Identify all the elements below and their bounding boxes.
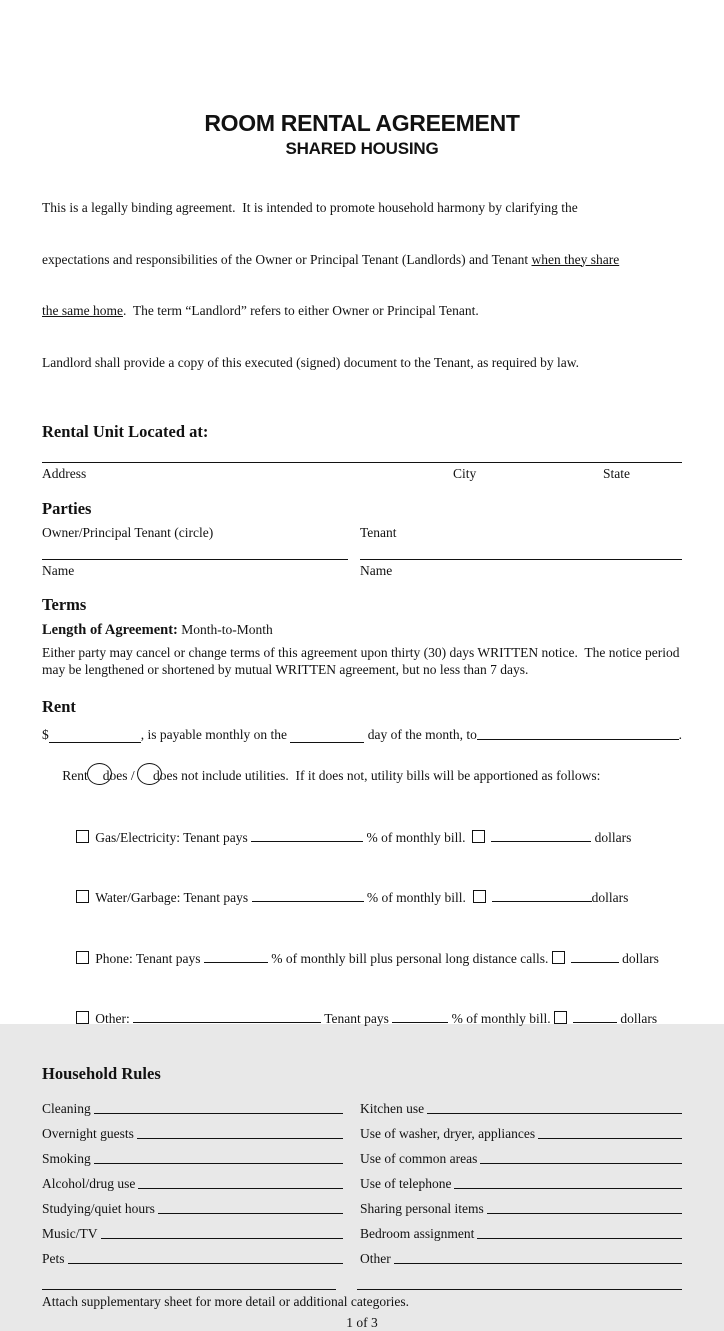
checkbox-icon — [76, 1011, 89, 1024]
intro-line-3 — [42, 302, 682, 320]
rule-row-other — [360, 1242, 682, 1267]
rent-text: . — [678, 727, 682, 742]
rule-blank — [454, 1188, 682, 1189]
rent-text: Rent — [62, 768, 88, 783]
tenant-name-label: Name — [360, 563, 393, 578]
utility-dollars-blank — [573, 1010, 617, 1023]
address-line — [42, 462, 682, 463]
rent-amount-blank — [49, 730, 141, 743]
rule-label: Music/TV — [42, 1226, 98, 1241]
dollar-sign: $ — [42, 727, 49, 742]
doc-subtitle: SHARED HOUSING — [285, 139, 439, 158]
supplementary-lines — [42, 1289, 682, 1290]
section-heading-rent: Rent — [42, 697, 76, 716]
utility-row-phone — [42, 933, 682, 984]
checkbox-icon — [554, 1011, 567, 1024]
checkbox-icon — [472, 830, 485, 843]
rent-amount-line — [42, 726, 682, 743]
utility-text: dollars — [591, 829, 632, 845]
rent-text: , is payable monthly on the — [140, 727, 291, 742]
city-label: City — [453, 466, 477, 481]
utility-label: Water/Garbage: Tenant pays — [95, 890, 252, 905]
intro-text: . The term “Landlord” refers to either Owner or Principal Tenant. — [122, 303, 479, 318]
rule-row-pets — [42, 1242, 343, 1267]
utility-percent-blank — [251, 829, 363, 842]
utility-other-blank — [133, 1010, 321, 1023]
rule-blank — [480, 1163, 682, 1164]
page-number: 1 of 3 — [346, 1315, 378, 1330]
rule-row-telephone — [360, 1167, 682, 1192]
rule-blank — [487, 1213, 682, 1214]
section-heading-rental-unit: Rental Unit Located at: — [42, 422, 209, 441]
rule-blank — [101, 1238, 344, 1239]
intro-text: expectations and responsibilities of the Owner or Principal Tenant (Landlords) and Tenant — [42, 251, 532, 267]
utility-dollars-blank — [492, 889, 592, 902]
length-label: Length of Agreement: — [42, 622, 178, 638]
rule-blank — [138, 1188, 343, 1189]
address-label: Address — [42, 466, 87, 481]
supplementary-footnote: Attach supplementary sheet for more detail or additional categories. — [42, 1294, 409, 1309]
terms-paragraph: Either party may cancel or change terms of this agreement upon thirty (30) days WRITTEN notice. The notice period may be lengthened or shortened by mutual WRITTEN agreement, but no less than 7 days. — [42, 645, 683, 677]
utility-label: Phone: Tenant pays — [95, 950, 204, 966]
utility-text: % of monthly bill. — [363, 890, 473, 905]
utility-dollars-blank — [571, 950, 619, 963]
intro-underlined-text: the same home — [42, 303, 123, 318]
utility-percent-blank — [392, 1010, 448, 1023]
intro-paragraph — [42, 165, 682, 405]
utility-dollars-blank — [491, 829, 591, 842]
rule-label: Alcohol/drug use — [42, 1176, 136, 1191]
rule-label: Overnight guests — [42, 1126, 134, 1141]
checkbox-icon — [552, 951, 565, 964]
rent-day-blank — [290, 730, 364, 743]
rule-blank — [477, 1238, 682, 1239]
intro-text: This is a legally binding agreement. It is intended to promote household harmony by clarifying the — [42, 200, 578, 215]
section-heading-terms: Terms — [42, 595, 87, 614]
utility-text: dollars — [591, 890, 629, 905]
owner-label: Owner/Principal Tenant (circle) — [42, 525, 214, 540]
rule-label: Sharing personal items — [360, 1201, 484, 1216]
doc-title: ROOM RENTAL AGREEMENT — [204, 110, 520, 136]
rule-label: Other — [360, 1251, 391, 1266]
owner-name-line — [42, 559, 348, 579]
supplementary-line-left — [42, 1289, 336, 1290]
utility-row-water — [42, 872, 682, 923]
utility-text: dollars — [618, 950, 659, 966]
household-rules-grid — [42, 1092, 682, 1267]
checkbox-icon — [76, 830, 89, 843]
tenant-column — [360, 524, 682, 579]
rule-blank — [158, 1213, 343, 1214]
intro-line-4 — [42, 354, 682, 372]
rule-label: Use of telephone — [360, 1176, 452, 1191]
rule-row-studying-quiet-hours — [42, 1192, 343, 1217]
parties-columns — [42, 524, 682, 579]
utility-label: Other: — [95, 1011, 134, 1026]
length-value: Month-to-Month — [181, 622, 273, 637]
rule-row-cleaning — [42, 1092, 343, 1117]
rule-blank — [94, 1113, 343, 1114]
rent-option-does: does — [102, 768, 128, 783]
rule-label: Kitchen use — [360, 1101, 425, 1116]
rule-blank — [94, 1163, 343, 1164]
tenant-name-line — [360, 559, 682, 579]
utility-text: % of monthly bill. — [448, 1011, 555, 1026]
utility-percent-blank — [252, 889, 364, 902]
checkbox-icon — [473, 890, 486, 903]
rule-label: Smoking — [42, 1151, 91, 1166]
intro-line-2 — [42, 251, 682, 269]
rent-text: day of the month, to — [364, 727, 477, 742]
rule-label: Bedroom assignment — [360, 1226, 475, 1241]
section-heading-household-rules: Household Rules — [42, 1064, 161, 1083]
section-heading-parties: Parties — [42, 499, 92, 518]
utility-text: dollars — [617, 1011, 658, 1026]
rule-row-overnight-guests — [42, 1117, 343, 1142]
utility-label: Gas/Electricity: Tenant pays — [95, 829, 252, 845]
owner-column — [42, 524, 348, 579]
utility-row-gas — [42, 812, 682, 863]
intro-underlined-text: when they share — [531, 251, 620, 267]
checkbox-icon — [76, 951, 89, 964]
rule-row-common-areas — [360, 1142, 682, 1167]
rent-text: / — [127, 768, 139, 783]
utility-percent-blank — [204, 950, 268, 963]
rule-blank — [137, 1138, 343, 1139]
intro-line-1 — [42, 199, 682, 217]
supplementary-line-right — [357, 1289, 682, 1290]
rule-row-washer-dryer — [360, 1117, 682, 1142]
rule-row-bedroom-assignment — [360, 1217, 682, 1242]
utility-text: % of monthly bill. — [363, 829, 473, 845]
rule-label: Pets — [42, 1251, 65, 1266]
page-content — [42, 0, 682, 1331]
state-label: State — [603, 466, 630, 481]
owner-name-label: Name — [42, 563, 75, 578]
rule-row-music-tv — [42, 1217, 343, 1242]
rent-option-does-not: does not include utilities. If it does not, utility bills will be apportioned as follows: — [153, 768, 601, 783]
rule-row-sharing-personal-items — [360, 1192, 682, 1217]
rent-utilities-line — [42, 746, 682, 802]
checkbox-icon — [76, 890, 89, 903]
rule-label: Use of washer, dryer, appliances — [360, 1126, 536, 1141]
rule-label: Use of common areas — [360, 1151, 478, 1166]
rule-blank — [538, 1138, 682, 1139]
rule-row-kitchen-use — [360, 1092, 682, 1117]
address-labels-row — [42, 465, 682, 482]
rule-label: Studying/quiet hours — [42, 1201, 155, 1216]
rent-payee-blank — [477, 739, 679, 740]
rule-blank — [427, 1113, 682, 1114]
length-of-agreement-row — [42, 621, 682, 639]
utility-text: Tenant pays — [321, 1011, 393, 1026]
rule-label: Cleaning — [42, 1101, 91, 1116]
utility-row-other — [42, 993, 682, 1044]
utility-text: % of monthly bill plus personal long distance calls. — [267, 950, 552, 966]
intro-text: Landlord shall provide a copy of this executed (signed) document to the Tenant, as required by law. — [42, 354, 580, 370]
rule-blank — [394, 1263, 682, 1264]
rule-row-smoking — [42, 1142, 343, 1167]
rule-blank — [68, 1263, 343, 1264]
tenant-label: Tenant — [360, 525, 397, 540]
rule-row-alcohol-drug-use — [42, 1167, 343, 1192]
